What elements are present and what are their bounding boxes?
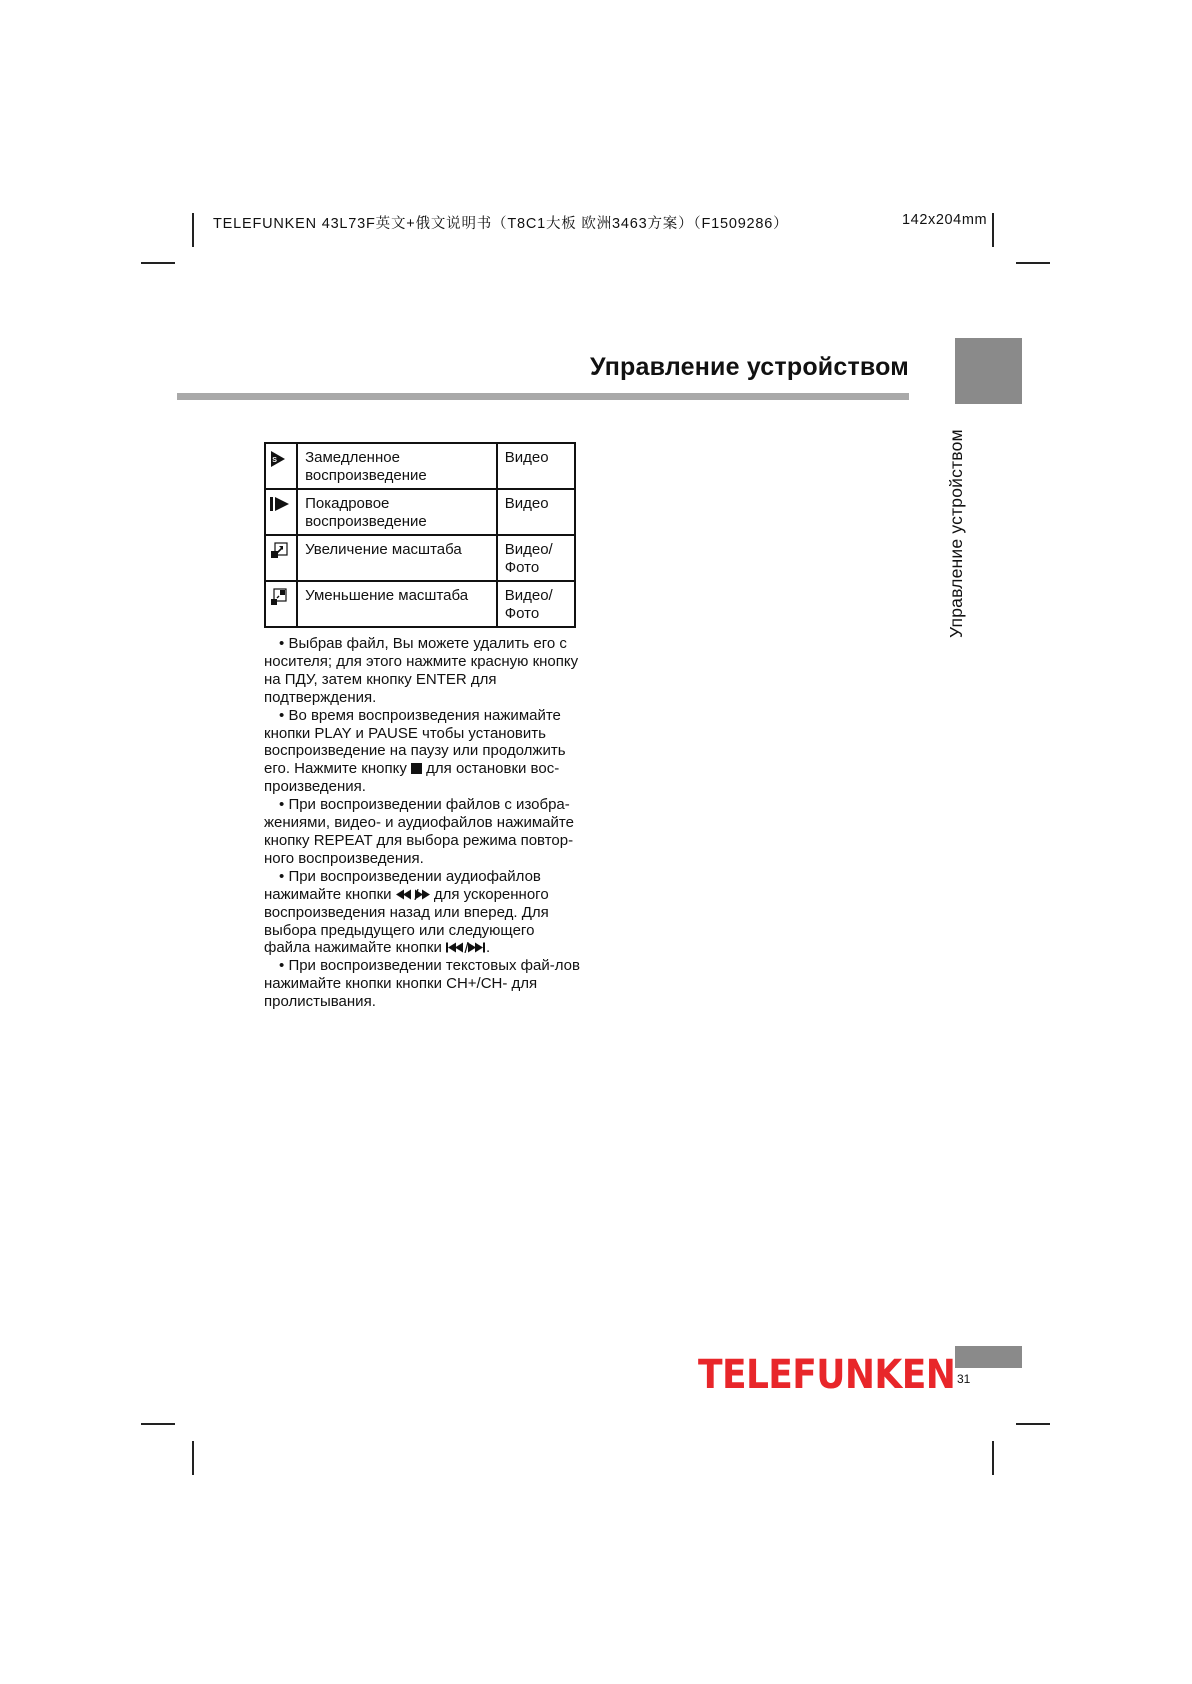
stop-icon: [411, 763, 422, 774]
list-item: • Выбрав файл, Вы можете удалить его с носителя; для этого нажмите красную кнопку на ПДУ, затем кнопку ENTER для подтверждения.: [264, 635, 579, 706]
page-title: Управление устройством: [589, 353, 909, 381]
table-row: [265, 535, 575, 581]
crop-mark: [141, 262, 175, 264]
telefunken-logo: TELEFUNKEN: [698, 1352, 956, 1398]
table-row: [265, 489, 575, 535]
table-row: [265, 443, 575, 489]
crop-mark: [141, 1423, 175, 1425]
crop-mark: [192, 213, 194, 247]
media-type: Видео/ Фото: [497, 535, 575, 581]
rewind-forward-icon: [396, 889, 430, 900]
side-section-label: Управление устройством: [946, 429, 966, 638]
svg-text:S: S: [272, 457, 277, 464]
media-type: Видео: [497, 443, 575, 489]
title-rule: [177, 393, 909, 400]
step-play-icon: [270, 496, 290, 512]
page-number: 31: [957, 1372, 971, 1386]
zoom-in-icon: [270, 542, 288, 560]
function-name: Покадровое воспроизведение: [297, 489, 497, 535]
crop-mark: [992, 1441, 994, 1475]
list-item: • При воспроизведении файлов с изобра-жениями, видео- и аудиофайлов нажимайте кнопку REPEAT для выбора режима повтор-ного воспроизведения.: [264, 796, 574, 867]
crop-mark: [992, 213, 994, 247]
media-type: Видео: [497, 489, 575, 535]
functions-table: [264, 442, 576, 628]
function-name: Уменьшение масштаба: [297, 581, 497, 627]
zoom-out-icon: [270, 588, 288, 606]
crop-mark: [1016, 262, 1050, 264]
instructions-text: [264, 635, 582, 1011]
print-size-label: 142x204mm: [902, 212, 988, 228]
crop-mark: [192, 1441, 194, 1475]
list-item: • При воспроизведении текстовых фай-лов нажимайте кнопки кнопки CH+/CH- для пролистывания.: [264, 957, 580, 1011]
list-item: • Во время воспроизведения нажимайте кнопки PLAY и PAUSE чтобы установить воспроизведение на паузу или продолжить его. Нажмите кнопку для остановки вос-произведения.: [264, 706, 566, 796]
function-name: Замедленное воспроизведение: [297, 443, 497, 489]
media-type: Видео/ Фото: [497, 581, 575, 627]
function-name: Увеличение масштаба: [297, 535, 497, 581]
page-tab: [955, 1346, 1022, 1368]
print-spec-header: TELEFUNKEN 43L73F英文+俄文说明书（T8C1大板 欧洲3463方案）（F1509286）: [213, 216, 789, 232]
list-item: • При воспроизведении аудиофайлов нажимайте кнопки для ускоренного воспроизведения назад или вперед. Для выбора предыдущего или следующего файла нажимайте кнопки .: [264, 867, 549, 957]
crop-mark: [1016, 1423, 1050, 1425]
side-tab: [955, 338, 1022, 404]
table-row: [265, 581, 575, 627]
prev-next-icon: [446, 942, 486, 953]
slow-play-icon: [270, 450, 286, 468]
